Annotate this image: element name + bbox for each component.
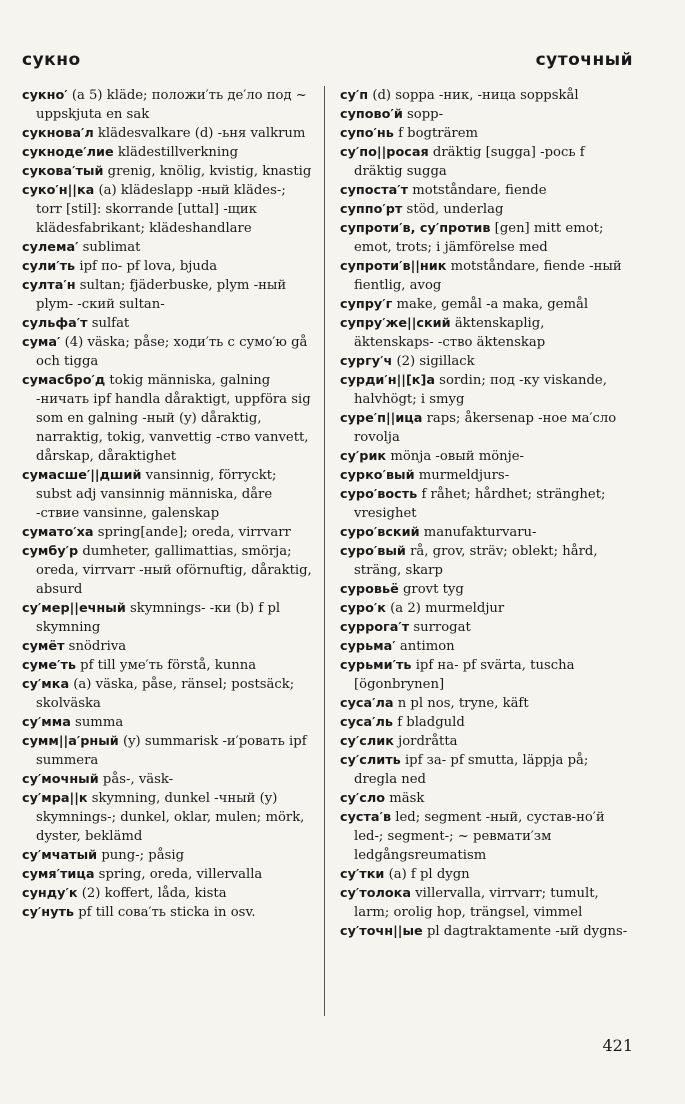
entry-definition: sopp- [402,107,444,122]
entry-definition: f bladguld [393,715,465,730]
entry-headword: сурьми′ть [340,658,412,673]
entry-definition: sordin; под -ку viskande, halvhögt; i smyg [354,373,607,407]
entry-definition: (a 5) kläde; положи′ть де′ло под ~ uppskjuta en sak [36,88,307,122]
dictionary-entry [22,276,314,314]
entry-headword: суса′ла [340,696,394,711]
dictionary-entry [340,181,628,200]
entry-definition: ipf за- pf smutta, läppja på; dregla ned [354,753,589,787]
dictionary-entry [22,124,314,143]
dictionary-entry [340,599,628,618]
dictionary-entry [340,485,628,523]
entry-headword: супру′же||ский [340,316,451,331]
entry-definition: snödriva [64,639,127,654]
entry-headword: сумасбро′д [22,373,106,388]
running-head [22,50,633,70]
dictionary-entry [22,713,314,732]
entry-headword: султа′н [22,278,76,293]
entry-headword: сумёт [22,639,65,654]
entry-definition: jordråtta [393,734,458,749]
dictionary-entry [340,371,628,409]
dictionary-entry [22,542,314,599]
entry-definition: motståndare, fiende -ный fientlig, avog [354,259,622,293]
entry-headword: суре′п||ица [340,411,423,426]
entry-definition: grenig, knölig, kvistig, knastig [103,164,312,179]
entry-headword: сумм||а′рный [22,734,119,749]
dictionary-entry [340,884,628,922]
entry-headword: сурди′н||[к]а [340,373,435,388]
entry-definition: f bogträrem [393,126,479,141]
dictionary-entry [340,105,628,124]
entry-headword: сульфа′т [22,316,88,331]
entry-headword: су′толока [340,886,411,901]
dictionary-entry [22,865,314,884]
entry-headword: суро′вский [340,525,420,540]
entry-definition: äktenskaplig, äktenskaps- -ство äktenskap [354,316,546,350]
entry-headword: сума′ [22,335,61,350]
entry-definition: mäsk [385,791,425,806]
dictionary-entry [340,637,628,656]
entry-definition: skymning, dunkel -чный (y) skymnings-; dunkel, oklar, mulen; mörk, dyster, beklämd [36,791,305,844]
dictionary-entry [340,922,628,941]
entry-headword: супо′нь [340,126,394,141]
dictionary-entry [340,219,628,257]
entry-headword: сургу′ч [340,354,393,369]
entry-definition: (a) klädeslapp -ный klädes-; torr [stil]: skorrande [uttal] -щик klädesfabrikant; klädeshandlare [36,183,286,236]
dictionary-entry [22,238,314,257]
entry-definition: pf till сова′ть sticka in osv. [74,905,256,920]
entry-headword: супово′й [340,107,403,122]
entry-headword: сурко′вый [340,468,415,483]
entry-headword: суррога′т [340,620,410,635]
dictionary-entry [22,257,314,276]
dictionary-entry [22,466,314,523]
entry-headword: су′рик [340,449,387,464]
dictionary-entry [22,656,314,675]
entry-definition: (a) väska, påse, ränsel; postsäck; skolväska [36,677,295,711]
entry-definition: dumheter, gallimattias, smörja; oreda, virrvarr -ный oförnuftig, dåraktig, absurd [36,544,312,597]
entry-headword: сули′ть [22,259,76,274]
entry-headword: супру′г [340,297,393,312]
dictionary-entry [340,447,628,466]
entry-definition: murmeldjurs- [414,468,510,483]
entry-definition: mönja -овый mönje- [386,449,524,464]
entry-definition: f råhet; hårdhet; stränghet; vresighet [354,487,606,521]
dictionary-entry [340,200,628,219]
dictionary-entry [22,599,314,637]
entry-definition: vansinnig, förryckt; subst adj vansinnig människa, dåre -ствие vansinne, galenskap [36,468,277,521]
page-number: 421 [602,1036,633,1055]
entry-headword: суро′вость [340,487,418,502]
entry-definition: summa [70,715,124,730]
dictionary-entry [22,333,314,371]
entry-definition: ipf по- pf lova, bjuda [75,259,218,274]
entry-definition: tokig människa, galning -ничать ipf handla dåraktigt, uppföra sig som en galning -ный (y) dåraktig, narraktig, tokig, vanvettig -ство vanvett, dårskap, dåraktighet [36,373,311,464]
entry-headword: сукно′ [22,88,68,103]
entry-definition: led; segment -ный, сустав-но′й led-; segment-; ~ ревмати′зм ledgångsreumatism [354,810,605,863]
entry-headword: суро′к [340,601,386,616]
entry-headword: су′мочный [22,772,99,787]
entry-headword: сукнова′л [22,126,94,141]
entry-headword: су′по||росая [340,145,429,160]
entry-definition: antimon [395,639,455,654]
dictionary-entry [22,675,314,713]
entry-headword: су′мма [22,715,71,730]
dictionary-entry [340,257,628,295]
entry-headword: су′п [340,88,369,103]
dictionary-entry [340,751,628,789]
entry-definition: rå, grov, sträv; oblekt; hård, sträng, skarp [354,544,598,578]
dictionary-entry [22,846,314,865]
dictionary-entry [22,143,314,162]
entry-definition: spring[ande]; oreda, virrvarr [93,525,291,540]
entry-definition: n pl nos, tryne, käft [393,696,529,711]
entry-headword: су′нуть [22,905,74,920]
dictionary-entry [340,618,628,637]
entry-definition: sublimat [78,240,141,255]
entry-definition: skymnings- -ки (b) f pl skymning [36,601,281,635]
dictionary-entry [22,86,314,124]
entry-headword: супоста′т [340,183,408,198]
dictionary-entry [340,314,628,352]
entry-definition: ipf на- pf svärta, tuscha [ögonbrynen] [354,658,575,692]
entry-headword: су′мчатый [22,848,98,863]
dictionary-entry [340,789,628,808]
dictionary-entry [340,409,628,447]
entry-headword: сурьма′ [340,639,396,654]
dictionary-entry [340,865,628,884]
entry-headword: сумасше′||дший [22,468,142,483]
entry-headword: су′мка [22,677,70,692]
entry-headword: су′слик [340,734,394,749]
entry-definition: (a) f pl dygn [384,867,470,882]
dictionary-entry [22,903,314,922]
entry-headword: сумбу′р [22,544,79,559]
entry-headword: супроти′в||ник [340,259,447,274]
entry-definition: sulfat [87,316,130,331]
dictionary-entry [340,86,628,105]
entry-definition: (a 2) murmeldjur [385,601,505,616]
entry-headword: суро′вый [340,544,406,559]
dictionary-entry [340,143,628,181]
entry-definition: pl dagtraktamente -ый dygns- [422,924,628,939]
entry-definition: (2) sigillack [392,354,475,369]
dictionary-entry [340,694,628,713]
entry-headword: суппо′рт [340,202,403,217]
entry-headword: суко′н||ка [22,183,95,198]
entry-definition: (4) väska; påse; ходи′ть с сумо′ю gå och tigga [36,335,308,369]
dictionary-entry [22,181,314,238]
dictionary-entry [340,580,628,599]
entry-headword: суме′ть [22,658,76,673]
dictionary-entry [340,656,628,694]
entry-definition: (y) summarisk -и′ровать ipf summera [36,734,307,768]
entry-definition: klädesvalkare (d) -ьня valkrum [93,126,306,141]
entry-headword: сумато′ха [22,525,94,540]
entry-definition: pf till уме′ть förstå, kunna [75,658,257,673]
dictionary-entry [340,124,628,143]
running-head-left: сукно [22,50,81,70]
dictionary-entry [22,371,314,466]
entry-headword: суста′в [340,810,392,825]
entry-definition: [gen] mitt emot; emot, trots; i jämförelse med [354,221,604,255]
dictionary-entry [340,542,628,580]
dictionary-entry [22,789,314,846]
entry-definition: sultan; fjäderbuske, plym -ный plym- -ский sultan- [36,278,287,312]
entry-definition: motståndare, fiende [408,183,547,198]
dictionary-entry [22,770,314,789]
entry-definition: (2) koffert, låda, kista [77,886,227,901]
entry-headword: сунду′к [22,886,78,901]
entry-headword: сулема′ [22,240,79,255]
entry-headword: сукова′тый [22,164,104,179]
entry-headword: су′мер||ечный [22,601,126,616]
entry-headword: су′мра||к [22,791,88,806]
entry-definition: dräktig [sugga] -рось f dräktig sugga [354,145,585,179]
entry-headword: су′слить [340,753,401,768]
right-column [340,86,628,941]
dictionary-entry [22,162,314,181]
entry-definition: grovt tyg [398,582,464,597]
dictionary-entry [340,713,628,732]
dictionary-entry [22,884,314,903]
entry-headword: су′сло [340,791,386,806]
left-column [22,86,314,922]
entry-definition: pås-, väsk- [98,772,174,787]
entry-definition: make, gemål -а maka, gemål [392,297,589,312]
entry-headword: су′тки [340,867,385,882]
entry-definition: spring, oreda, villervalla [94,867,263,882]
dictionary-entry [22,523,314,542]
dictionary-entry [340,808,628,865]
entry-definition: villervalla, virrvarr; tumult, larm; orolig hop, trängsel, vimmel [354,886,599,920]
entry-definition: manufakturvaru- [419,525,537,540]
entry-headword: суса′ль [340,715,393,730]
dictionary-entry [22,732,314,770]
dictionary-entry [340,466,628,485]
entry-headword: сукноде′лие [22,145,114,160]
running-head-right: суточный [535,50,633,70]
entry-definition: (d) soppa -ник, -ница soppskål [368,88,579,103]
dictionary-entry [340,295,628,314]
entry-headword: су′точн||ые [340,924,423,939]
entry-definition: stöd, underlag [402,202,504,217]
entry-headword: супроти′в, су′против [340,221,491,236]
column-divider [324,86,325,1016]
dictionary-entry [22,637,314,656]
entry-headword: суровьё [340,582,399,597]
entry-definition: pung-; påsig [97,848,185,863]
dictionary-entry [22,314,314,333]
entry-definition: raps; åkersenap -ное ма′сло rovolja [354,411,617,445]
entry-definition: klädestillverkning [113,145,239,160]
entry-definition: surrogat [409,620,471,635]
dictionary-entry [340,732,628,751]
dictionary-entry [340,352,628,371]
entry-headword: сумя′тица [22,867,95,882]
dictionary-entry [340,523,628,542]
